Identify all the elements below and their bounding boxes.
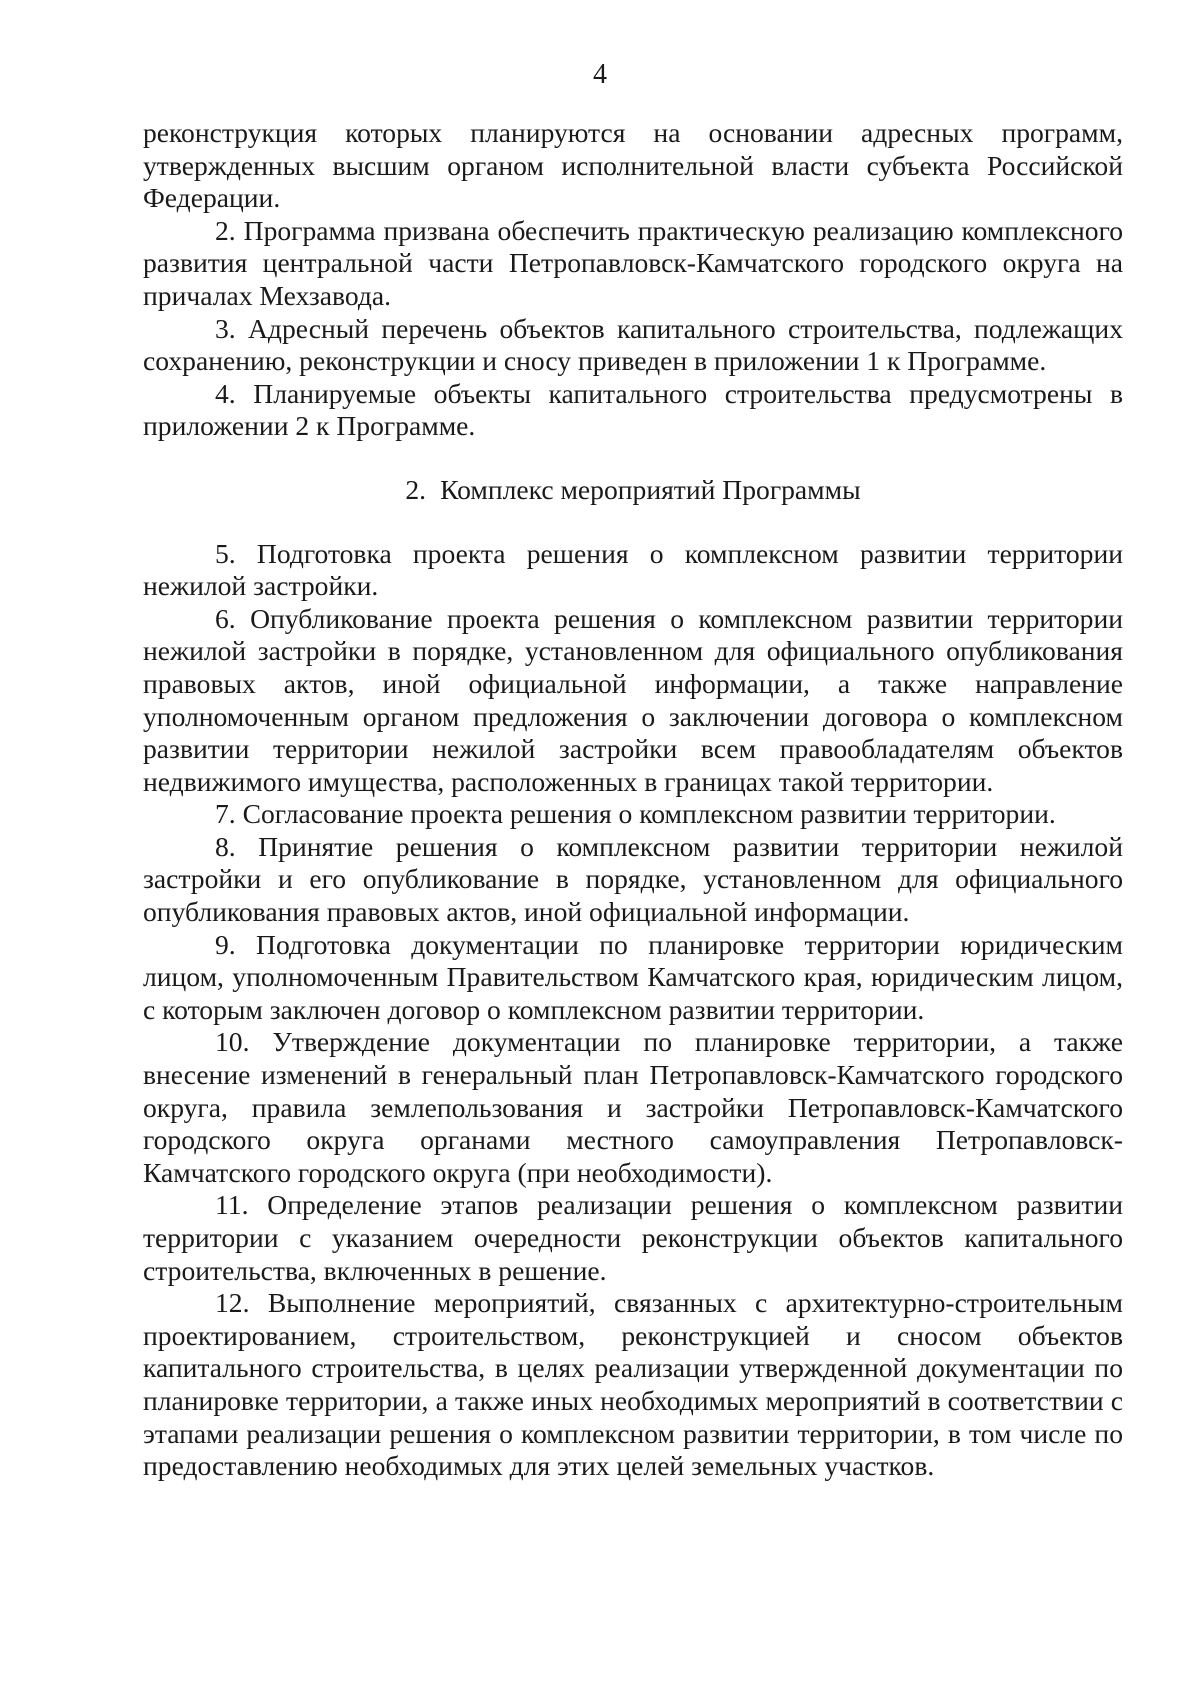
section-heading	[143, 474, 1123, 507]
paragraph-8: 8. Принятие решения о комплексном развитии территории нежилой застройки и его опубликование в порядке, установленном для официального опубликования правовых актов, иной официальной информации.	[143, 830, 1123, 928]
paragraph-4: 4. Планируемые объекты капитального строительства предусмотрены в приложении 2 к Программе.	[143, 377, 1123, 442]
continuation-paragraph: реконструкция которых планируются на основании адресных программ, утвержденных высшим органом исполнительной власти субъекта Российской Федерации.	[143, 117, 1123, 214]
paragraph-5: 5. Подготовка проекта решения о комплексном развитии территории нежилой застройки.	[143, 537, 1123, 602]
page-number: 4	[593, 59, 607, 90]
paragraph-11: 11. Определение этапов реализации решения о комплексном развитии территории с указанием очередности реконструкции объектов капитального строительства, включенных в решение.	[143, 1189, 1123, 1286]
paragraph-10: 10. Утверждение документации по планировке территории, а также внесение изменений в генеральный план Петропавловск-Камчатского городского округа, правила землепользования и застройки Петропавловск-Камчатского городского округа органами местного самоуправления Петропавловск-Камчатского городского округа (при необходимости).	[143, 1026, 1123, 1188]
section-title: Комплекс мероприятий Программы	[440, 473, 861, 505]
paragraph-7: 7. Согласование проекта решения о комплексном развитии территории.	[215, 798, 1056, 830]
section-number: 2.	[405, 473, 427, 505]
paragraph-6: 6. Опубликование проекта решения о комплексном развитии территории нежилой застройки в порядке, установленном для официального опубликования правовых актов, иной официальной информации, а также направление уполномоченным органом предложения о заключении договора о комплексном развитии территории нежилой застройки всем правообладателям объектов недвижимого имущества, расположенных в границах такой территории.	[143, 602, 1123, 797]
document-body	[143, 117, 1123, 1483]
paragraph-12: 12. Выполнение мероприятий, связанных с архитектурно-строительным проектированием, строительством, реконструкцией и сносом объектов капитального строительства, в целях реализации утвержденной документации по планировке территории, а также иных необходимых мероприятий в соответствии с этапами реализации решения о комплексном развитии территории, в том числе по предоставлению необходимых для этих целей земельных участков.	[143, 1287, 1123, 1482]
paragraph-2: 2. Программа призвана обеспечить практическую реализацию комплексного развития центральной части Петропавловск-Камчатского городского округа на причалах Мехзавода.	[143, 214, 1123, 311]
paragraph-3: 3. Адресный перечень объектов капитального строительства, подлежащих сохранению, реконструкции и сносу приведен в приложении 1 к Программе.	[143, 312, 1123, 377]
paragraph-9: 9. Подготовка документации по планировке территории юридическим лицом, уполномоченным Правительством Камчатского края, юридическим лицом, с которым заключен договор о комплексном развитии территории.	[143, 928, 1123, 1025]
